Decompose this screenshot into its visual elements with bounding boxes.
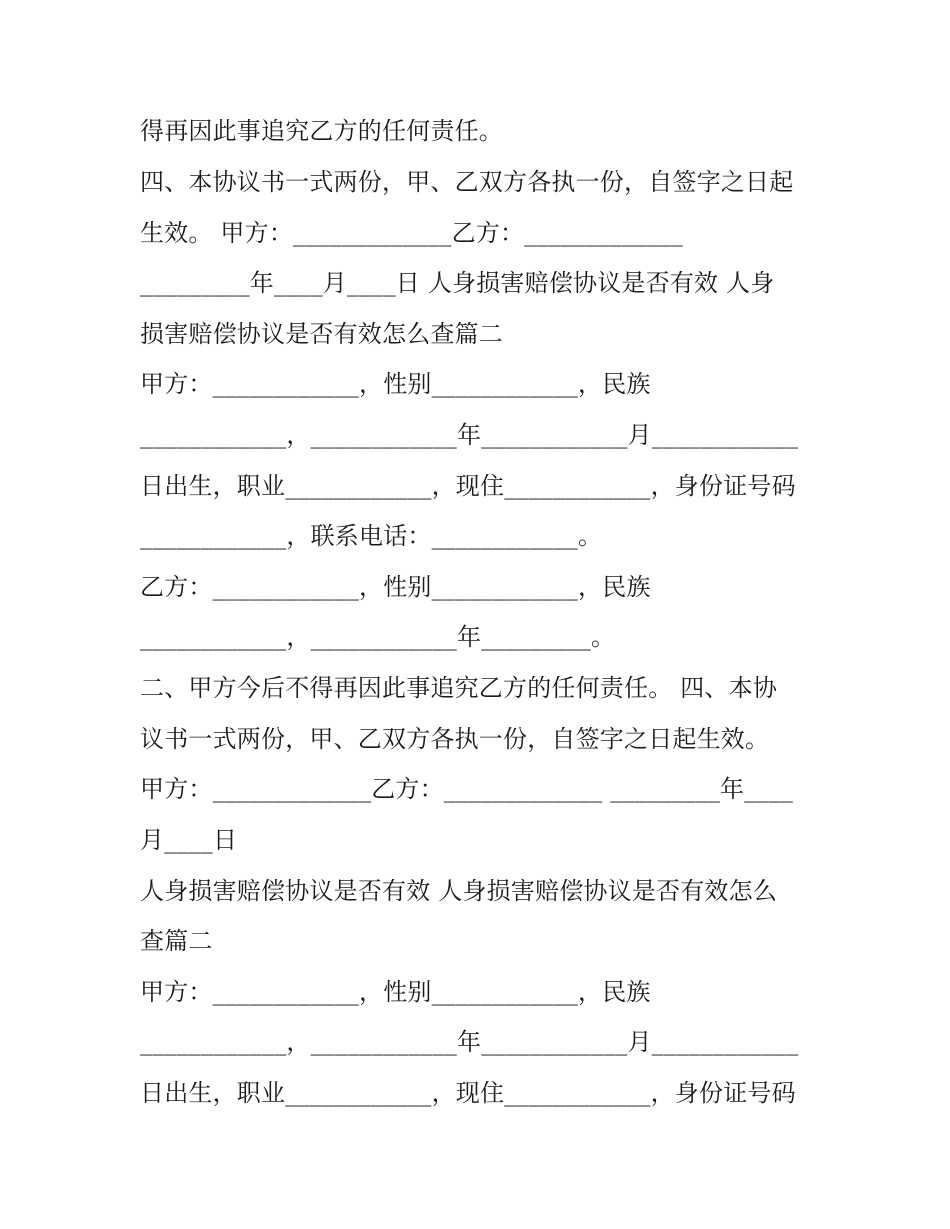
text-line: 查篇二 (140, 927, 213, 955)
text-line: _________年____月____日 人身损害赔偿协议是否有效 人身 (140, 269, 775, 297)
text-line: 二、甲方今后不得再因此事追究乙方的任何责任。 四、本协 (140, 674, 778, 702)
text-line: ____________，____________年_________。 (140, 623, 616, 651)
text-line: 甲方：_____________乙方：_____________ _________年____ (140, 775, 794, 803)
text-line: 乙方：____________，性别____________，民族 (140, 573, 651, 601)
text-line: 人身损害赔偿协议是否有效 人身损害赔偿协议是否有效怎么 (140, 877, 778, 905)
text-line: ____________，____________年____________月____________ (140, 1028, 799, 1056)
text-line: 生效。 甲方：_____________乙方：_____________ (140, 219, 683, 247)
text-line: 日出生，职业____________，现住____________，身份证号码 (140, 472, 796, 500)
text-line: 甲方：____________，性别____________，民族 (140, 370, 651, 398)
text-line: 议书一式两份，甲、乙双方各执一份，自签字之日起生效。 (140, 725, 770, 753)
text-line: 日出生，职业____________，现住____________，身份证号码 (140, 1079, 796, 1107)
text-line: 四、本协议书一式两份，甲、乙双方各执一份，自签字之日起 (140, 168, 794, 196)
text-line: 甲方：____________，性别____________，民族 (140, 978, 651, 1006)
text-line: 损害赔偿协议是否有效怎么查篇二 (140, 320, 503, 348)
text-line: 月____日 (140, 826, 238, 854)
text-line: 得再因此事追究乙方的任何责任。 (140, 117, 503, 145)
text-line: ____________，____________年____________月____________ (140, 421, 799, 449)
text-line: ____________，联系电话：____________。 (140, 522, 603, 550)
